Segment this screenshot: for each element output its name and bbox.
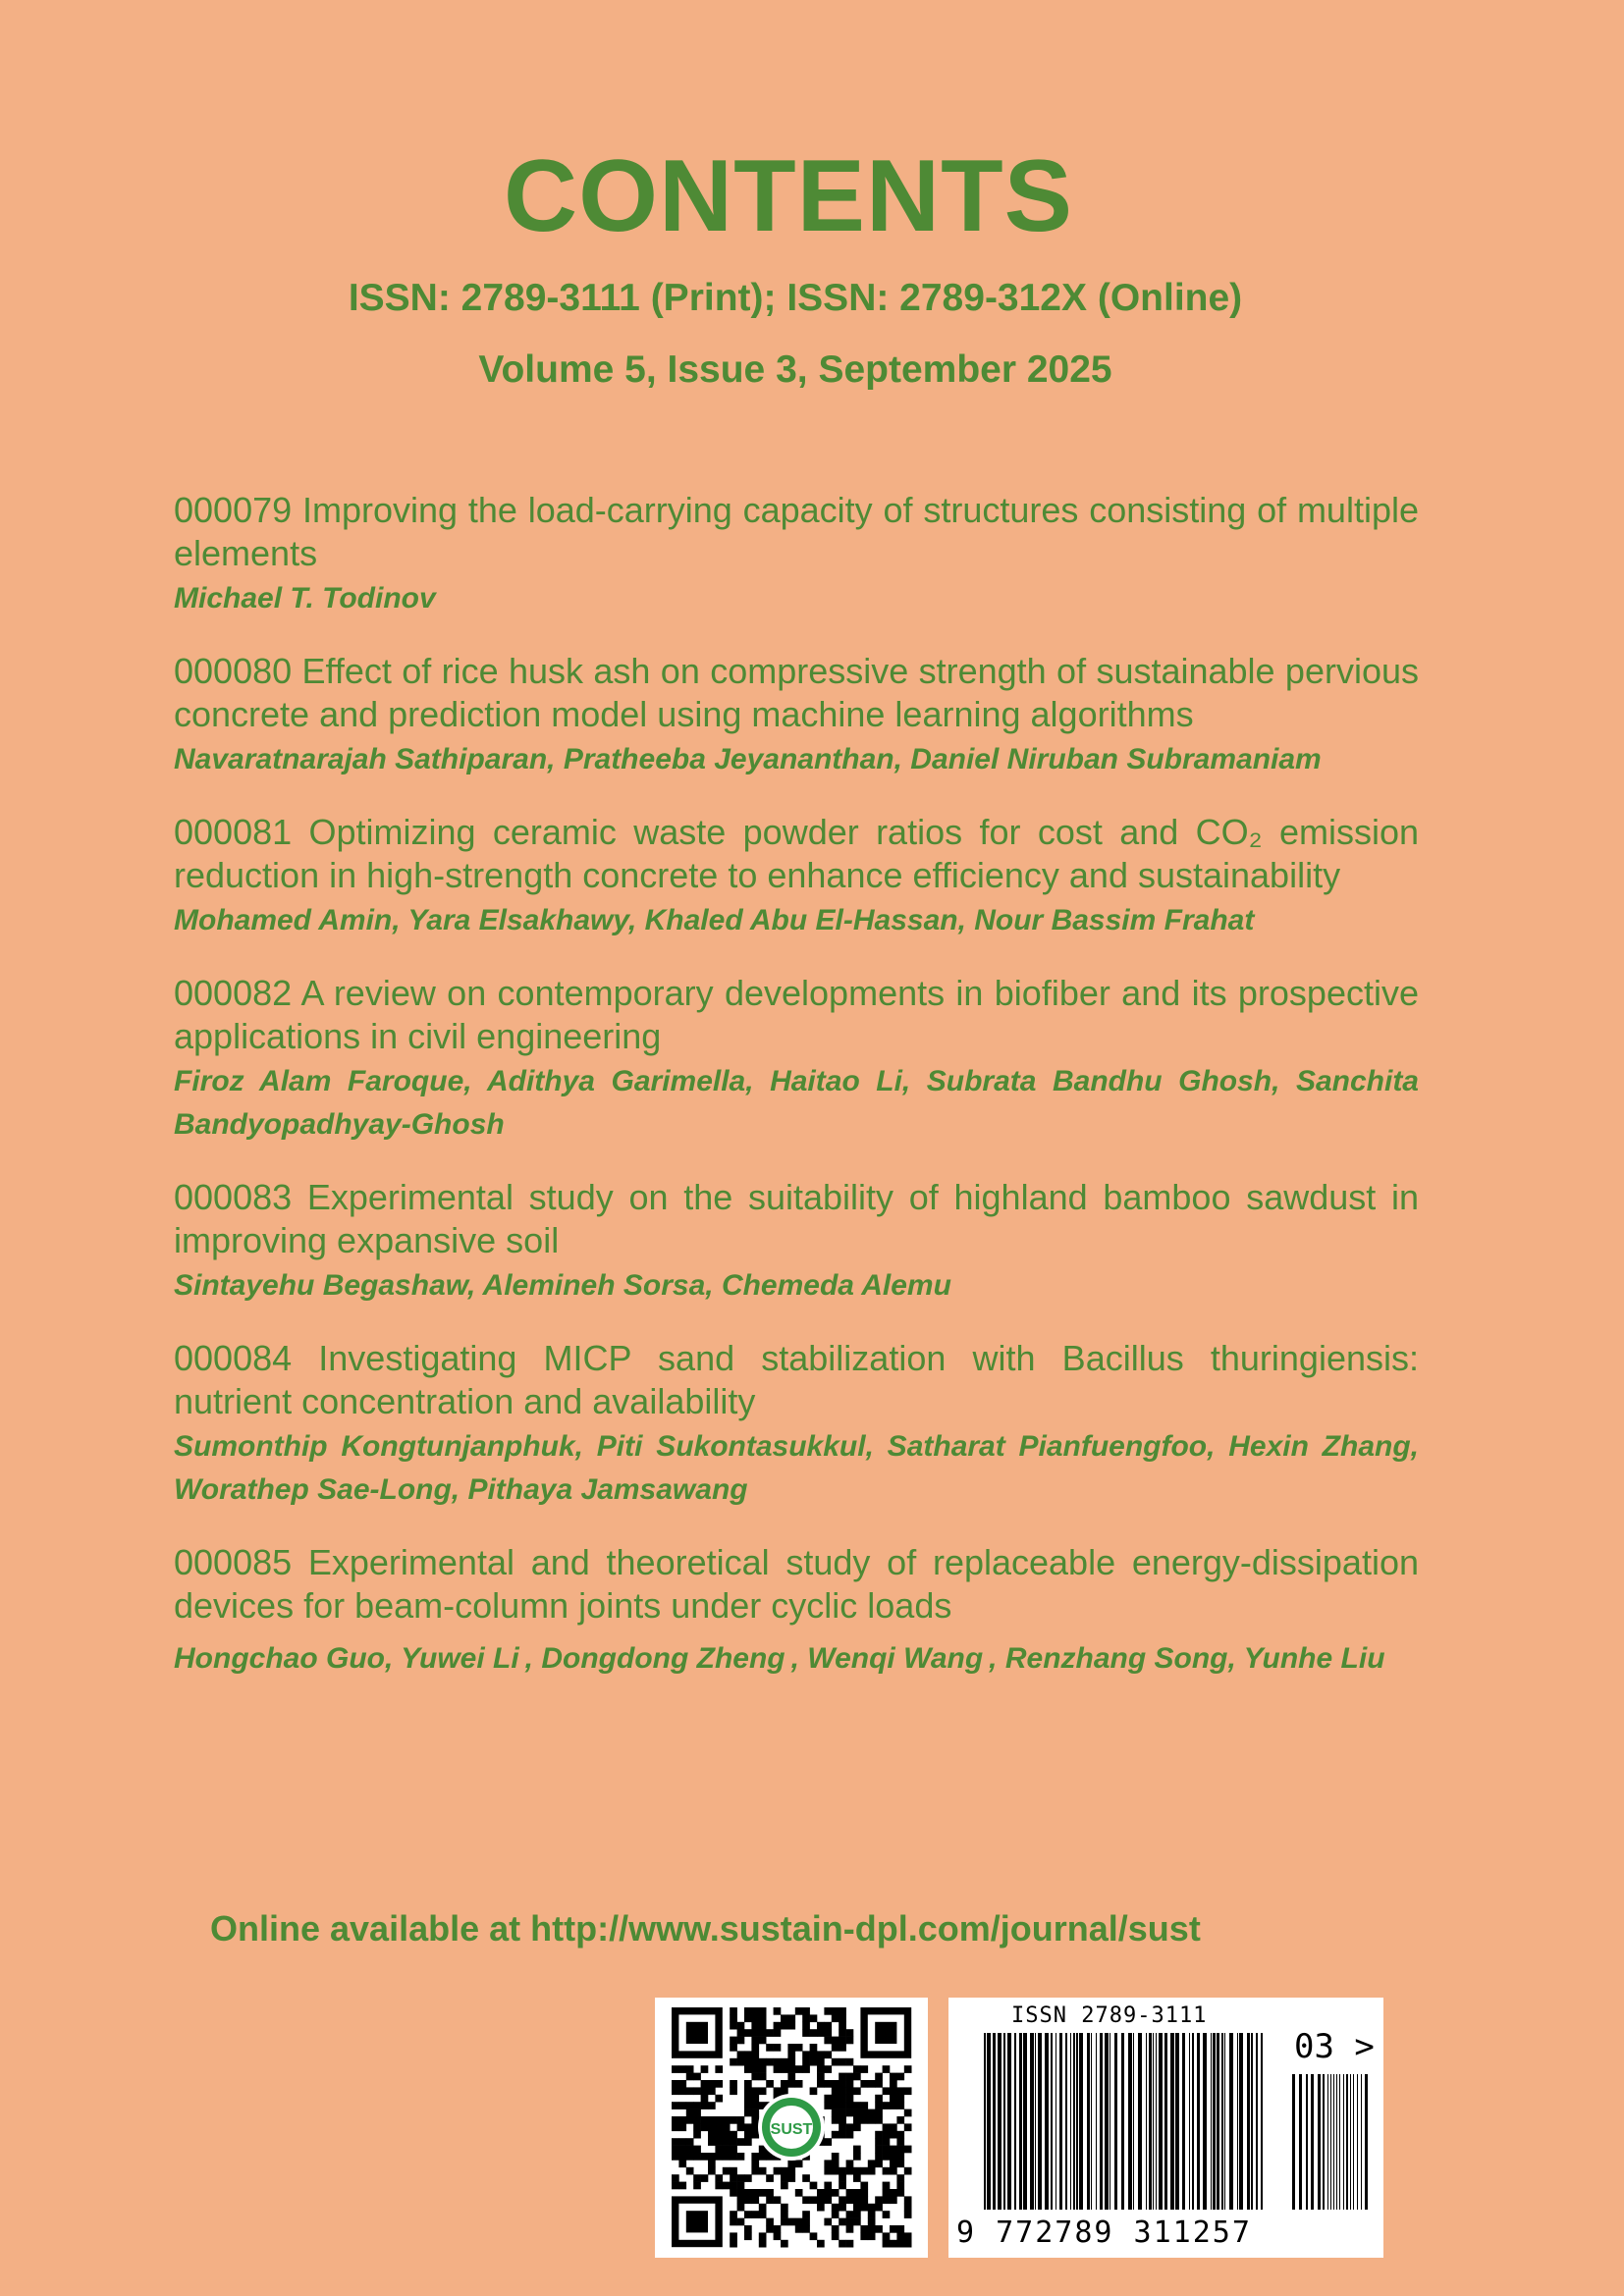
article-title: 000084 Investigating MICP sand stabilization with Bacillus thuringiensis: nutrient concentration and availability <box>174 1338 1419 1421</box>
article-list <box>174 489 1419 1732</box>
article-authors: Michael T. Todinov <box>174 582 436 614</box>
barcode-issn: ISSN 2789-3111 <box>1011 2003 1208 2028</box>
article-title: 000083 Experimental study on the suitability of highland bamboo sawdust in improving expansive soil <box>174 1177 1419 1260</box>
article-title: 000082 A review on contemporary developments in biofiber and its prospective applications in civil engineering <box>174 973 1419 1056</box>
article-title: 000080 Effect of rice husk ash on compressive strength of sustainable pervious concrete and prediction model using machine learning algorithms <box>174 651 1419 734</box>
article-item <box>174 972 1419 1147</box>
article-item <box>174 650 1419 781</box>
article-authors: Sumonthip Kongtunjanphuk, Piti Sukontasukkul, Satharat Pianfuengfoo, Hexin Zhang, Worathep Sae-Long, Pithaya Jamsawang <box>174 1430 1419 1506</box>
article-authors: Mohamed Amin, Yara Elsakhawy, Khaled Abu El-Hassan, Nour Bassim Frahat <box>174 904 1255 936</box>
qr-code <box>655 1998 928 2258</box>
article-authors: Firoz Alam Faroque, Adithya Garimella, Haitao Li, Subrata Bandhu Ghosh, Sanchita Bandyopadhyay-Ghosh <box>174 1065 1419 1141</box>
article-authors: Navaratnarajah Sathiparan, Pratheeba Jeyananthan, Daniel Niruban Subramaniam <box>174 743 1322 775</box>
article-title: 000085 Experimental and theoretical study of replaceable energy-dissipation devices for beam-column joints under cyclic loads <box>174 1542 1419 1626</box>
online-url: Online available at http://www.sustain-dpl.com/journal/sust <box>210 1908 1201 1949</box>
qr-logo-text: SUST <box>770 2121 813 2138</box>
article-item <box>174 1176 1419 1308</box>
article-item <box>174 811 1419 942</box>
issn-barcode <box>948 1998 1383 2258</box>
barcode-addon: 03 > <box>1294 2027 1375 2066</box>
article-title: 000079 Improving the load-carrying capacity of structures consisting of multiple elements <box>174 490 1419 573</box>
article-authors: Hongchao Guo, Yuwei Li , Dongdong Zheng , Wenqi Wang , Renzhang Song, Yunhe Liu <box>174 1642 1385 1675</box>
article-authors: Sintayehu Begashaw, Alemineh Sorsa, Chemeda Alemu <box>174 1269 951 1302</box>
volume-line: Volume 5, Issue 3, September 2025 <box>478 348 1112 391</box>
article-item <box>174 489 1419 620</box>
page-title: CONTENTS <box>504 139 1073 253</box>
qr-code-graphic <box>655 1998 928 2258</box>
article-title: 000081 Optimizing ceramic waste powder ratios for cost and CO₂ emission reduction in high-strength concrete to enhance efficiency and sustainability <box>174 812 1419 895</box>
article-item <box>174 1541 1419 1702</box>
issn-line: ISSN: 2789-3111 (Print); ISSN: 2789-312X (Online) <box>348 277 1243 319</box>
article-item <box>174 1337 1419 1512</box>
barcode-digits: 9 772789 311257 <box>956 2216 1252 2250</box>
